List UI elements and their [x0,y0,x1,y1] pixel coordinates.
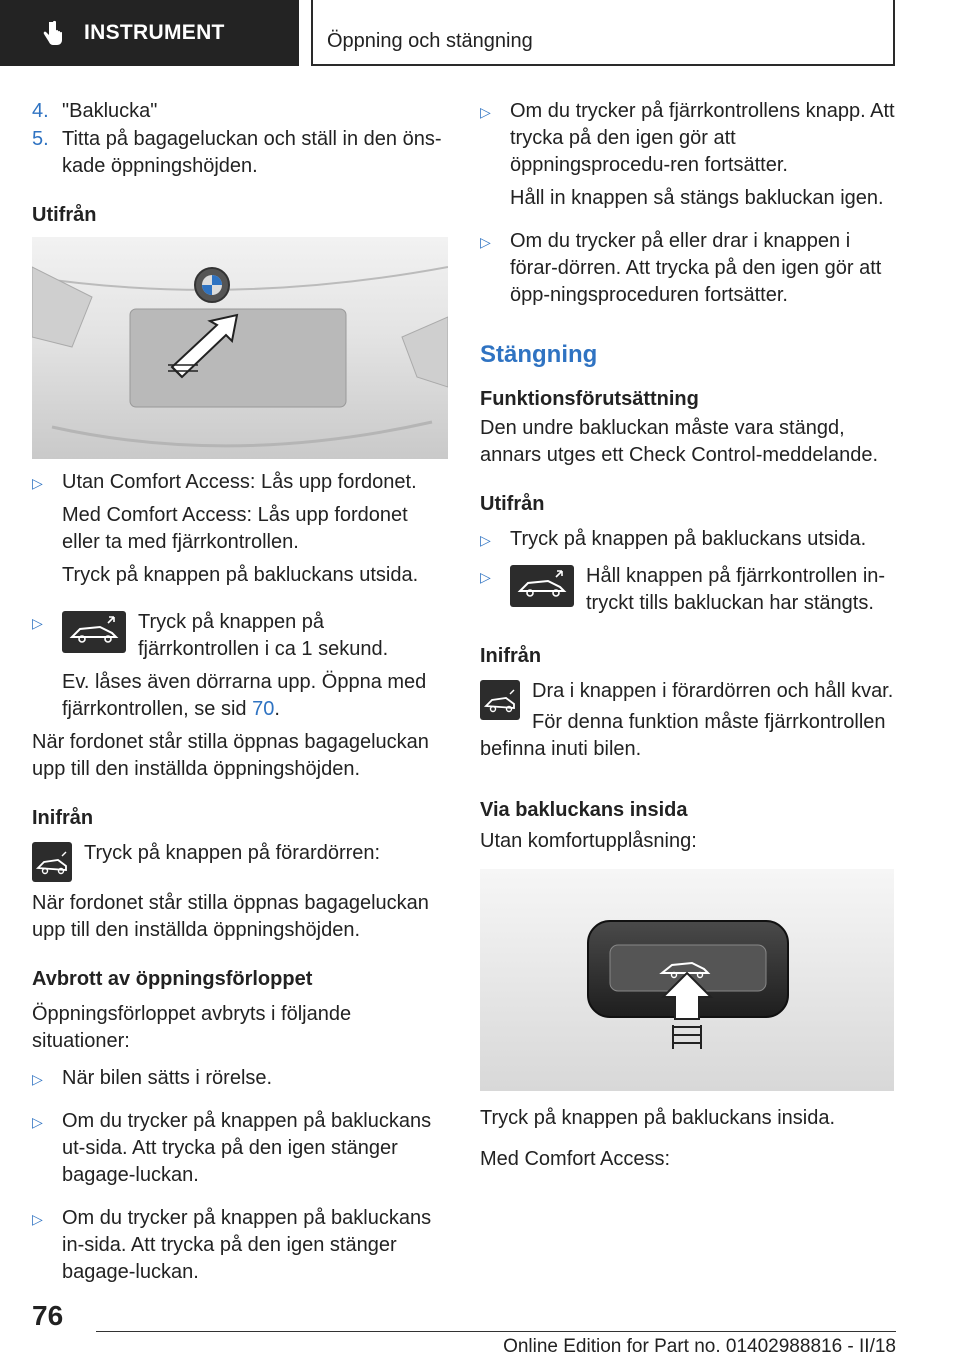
triangle-bullet-icon: ▷ [32,475,43,491]
page-header [0,0,960,66]
step-text: "Baklucka" [62,100,158,122]
page-number: 76 [32,1300,64,1331]
bullet-item [32,1205,450,1292]
bullet-item [32,1108,450,1195]
page-link-70[interactable]: 70 [252,698,275,720]
bullet-text: Håll knappen på fjärrkontrollen in-tryckt tills bakluckan har stängts. [586,565,886,614]
inifran-line1: Dra i knappen i förardörren och håll kvar. [532,680,894,702]
triangle-bullet-icon: ▷ [480,104,491,120]
comfort-text: Med Comfort Access: [480,1148,671,1170]
paragraph: När fordonet står stilla öppnas bagageluckan upp till den inställda öppningshöjden. [32,892,429,941]
bullet-item [32,469,450,595]
triangle-bullet-icon: ▷ [480,234,491,250]
footer-divider [96,1331,896,1332]
triangle-bullet-icon: ▷ [32,1114,43,1130]
bullet-text: Om du trycker på fjärrkontrollens knapp. Att trycka på den igen gör att öppningsprocedu-ren fortsätter. [510,100,895,176]
bullet-text: Tryck på knappen på fjärrkontrollen i ca 1 sekund. [138,611,389,660]
left-column [32,98,450,1292]
bullet-item [480,563,898,623]
bullet-text: Håll in knappen så stängs bakluckan igen. [510,187,884,209]
triangle-bullet-icon: ▷ [480,569,491,585]
inifran-heading-right: Inifrån [480,645,542,667]
via-heading: Via bakluckans insida [480,799,688,821]
after-photo-text: Tryck på knappen på bakluckans insida. [480,1107,836,1129]
triangle-bullet-icon: ▷ [32,1211,43,1227]
chapter-title: Öppning och stängning [327,30,533,52]
bullet-item [32,1065,450,1098]
bullet-item [480,526,898,559]
inifran-heading: Inifrån [32,807,94,829]
step-number: 4. [32,100,49,122]
triangle-bullet-icon: ▷ [32,615,43,631]
trunk-remote-icon [510,565,574,607]
funk-text: Den undre bakluckan måste vara stängd, annars utges ett Check Control-meddelande. [480,417,879,466]
via-text: Utan komfortupplåsning: [480,830,697,852]
funk-heading: Funktionsförutsättning [480,388,699,410]
door-trunk-button-icon [32,842,72,882]
stangning-heading: Stängning [480,341,598,368]
step-number: 5. [32,128,49,150]
section-tab[interactable] [0,0,299,66]
hand-pointer-icon [38,19,66,47]
note-text: Ev. låses även dörrarna upp. Öppna med fjärrkontrollen, se sid [62,671,427,720]
step-4 [32,98,450,125]
triangle-bullet-icon: ▷ [32,1071,43,1087]
bullet-text: Om du trycker på eller drar i knappen i förar-dörren. Att trycka på den igen gör att öpp-ningsproceduren fortsätter. [510,230,882,306]
bullet-text: Om du trycker på knappen på bakluckans in-sida. Att trycka på den igen stänger bagage-luckan. [62,1207,432,1283]
utifran-heading: Utifrån [32,204,97,226]
inifran-text: Tryck på knappen på förardörren: [84,842,381,864]
note-text: . [274,698,280,720]
right-column [480,98,898,1179]
avbrott-heading: Avbrott av öppningsförloppet [32,968,313,990]
step-5 [32,126,450,180]
avbrott-text: Öppningsförloppet avbryts i följande situationer: [32,1003,352,1052]
door-trunk-button-icon [480,680,520,720]
bullet-item [32,609,450,729]
inner-trunk-button-photo [480,869,894,1091]
bullet-item [480,98,898,218]
trunk-remote-icon [62,611,126,653]
bullet-text: Tryck på knappen på bakluckans utsida. [62,564,419,586]
bullet-item [480,228,898,315]
step-text: Titta på bagageluckan och ställ in den öns-kade öppningshöjden. [62,128,442,177]
paragraph: När fordonet står stilla öppnas bagageluckan upp till den inställda öppningshöjden. [32,731,429,780]
edition-text: Online Edition for Part no. 01402988816 - II/18 [503,1336,896,1357]
bullet-text: Utan Comfort Access: Lås upp fordonet. [62,471,417,493]
trunk-lid-photo [32,237,448,459]
bullet-text: Tryck på knappen på bakluckans utsida. [510,528,867,550]
section-label: INSTRUMENT [84,21,225,44]
bullet-text: Med Comfort Access: Lås upp fordonet eller ta med fjärrkontrollen. [62,504,408,553]
triangle-bullet-icon: ▷ [480,532,491,548]
utifran-heading-right: Utifrån [480,493,545,515]
inifran-line2: För denna funktion måste fjärrkontrollen befinna inuti bilen. [480,711,886,760]
bullet-text: Om du trycker på knappen på bakluckans ut-sida. Att trycka på den igen stänger bagage-luckan. [62,1110,432,1186]
bullet-text: När bilen sätts i rörelse. [62,1067,273,1089]
chapter-title-box [311,0,895,66]
